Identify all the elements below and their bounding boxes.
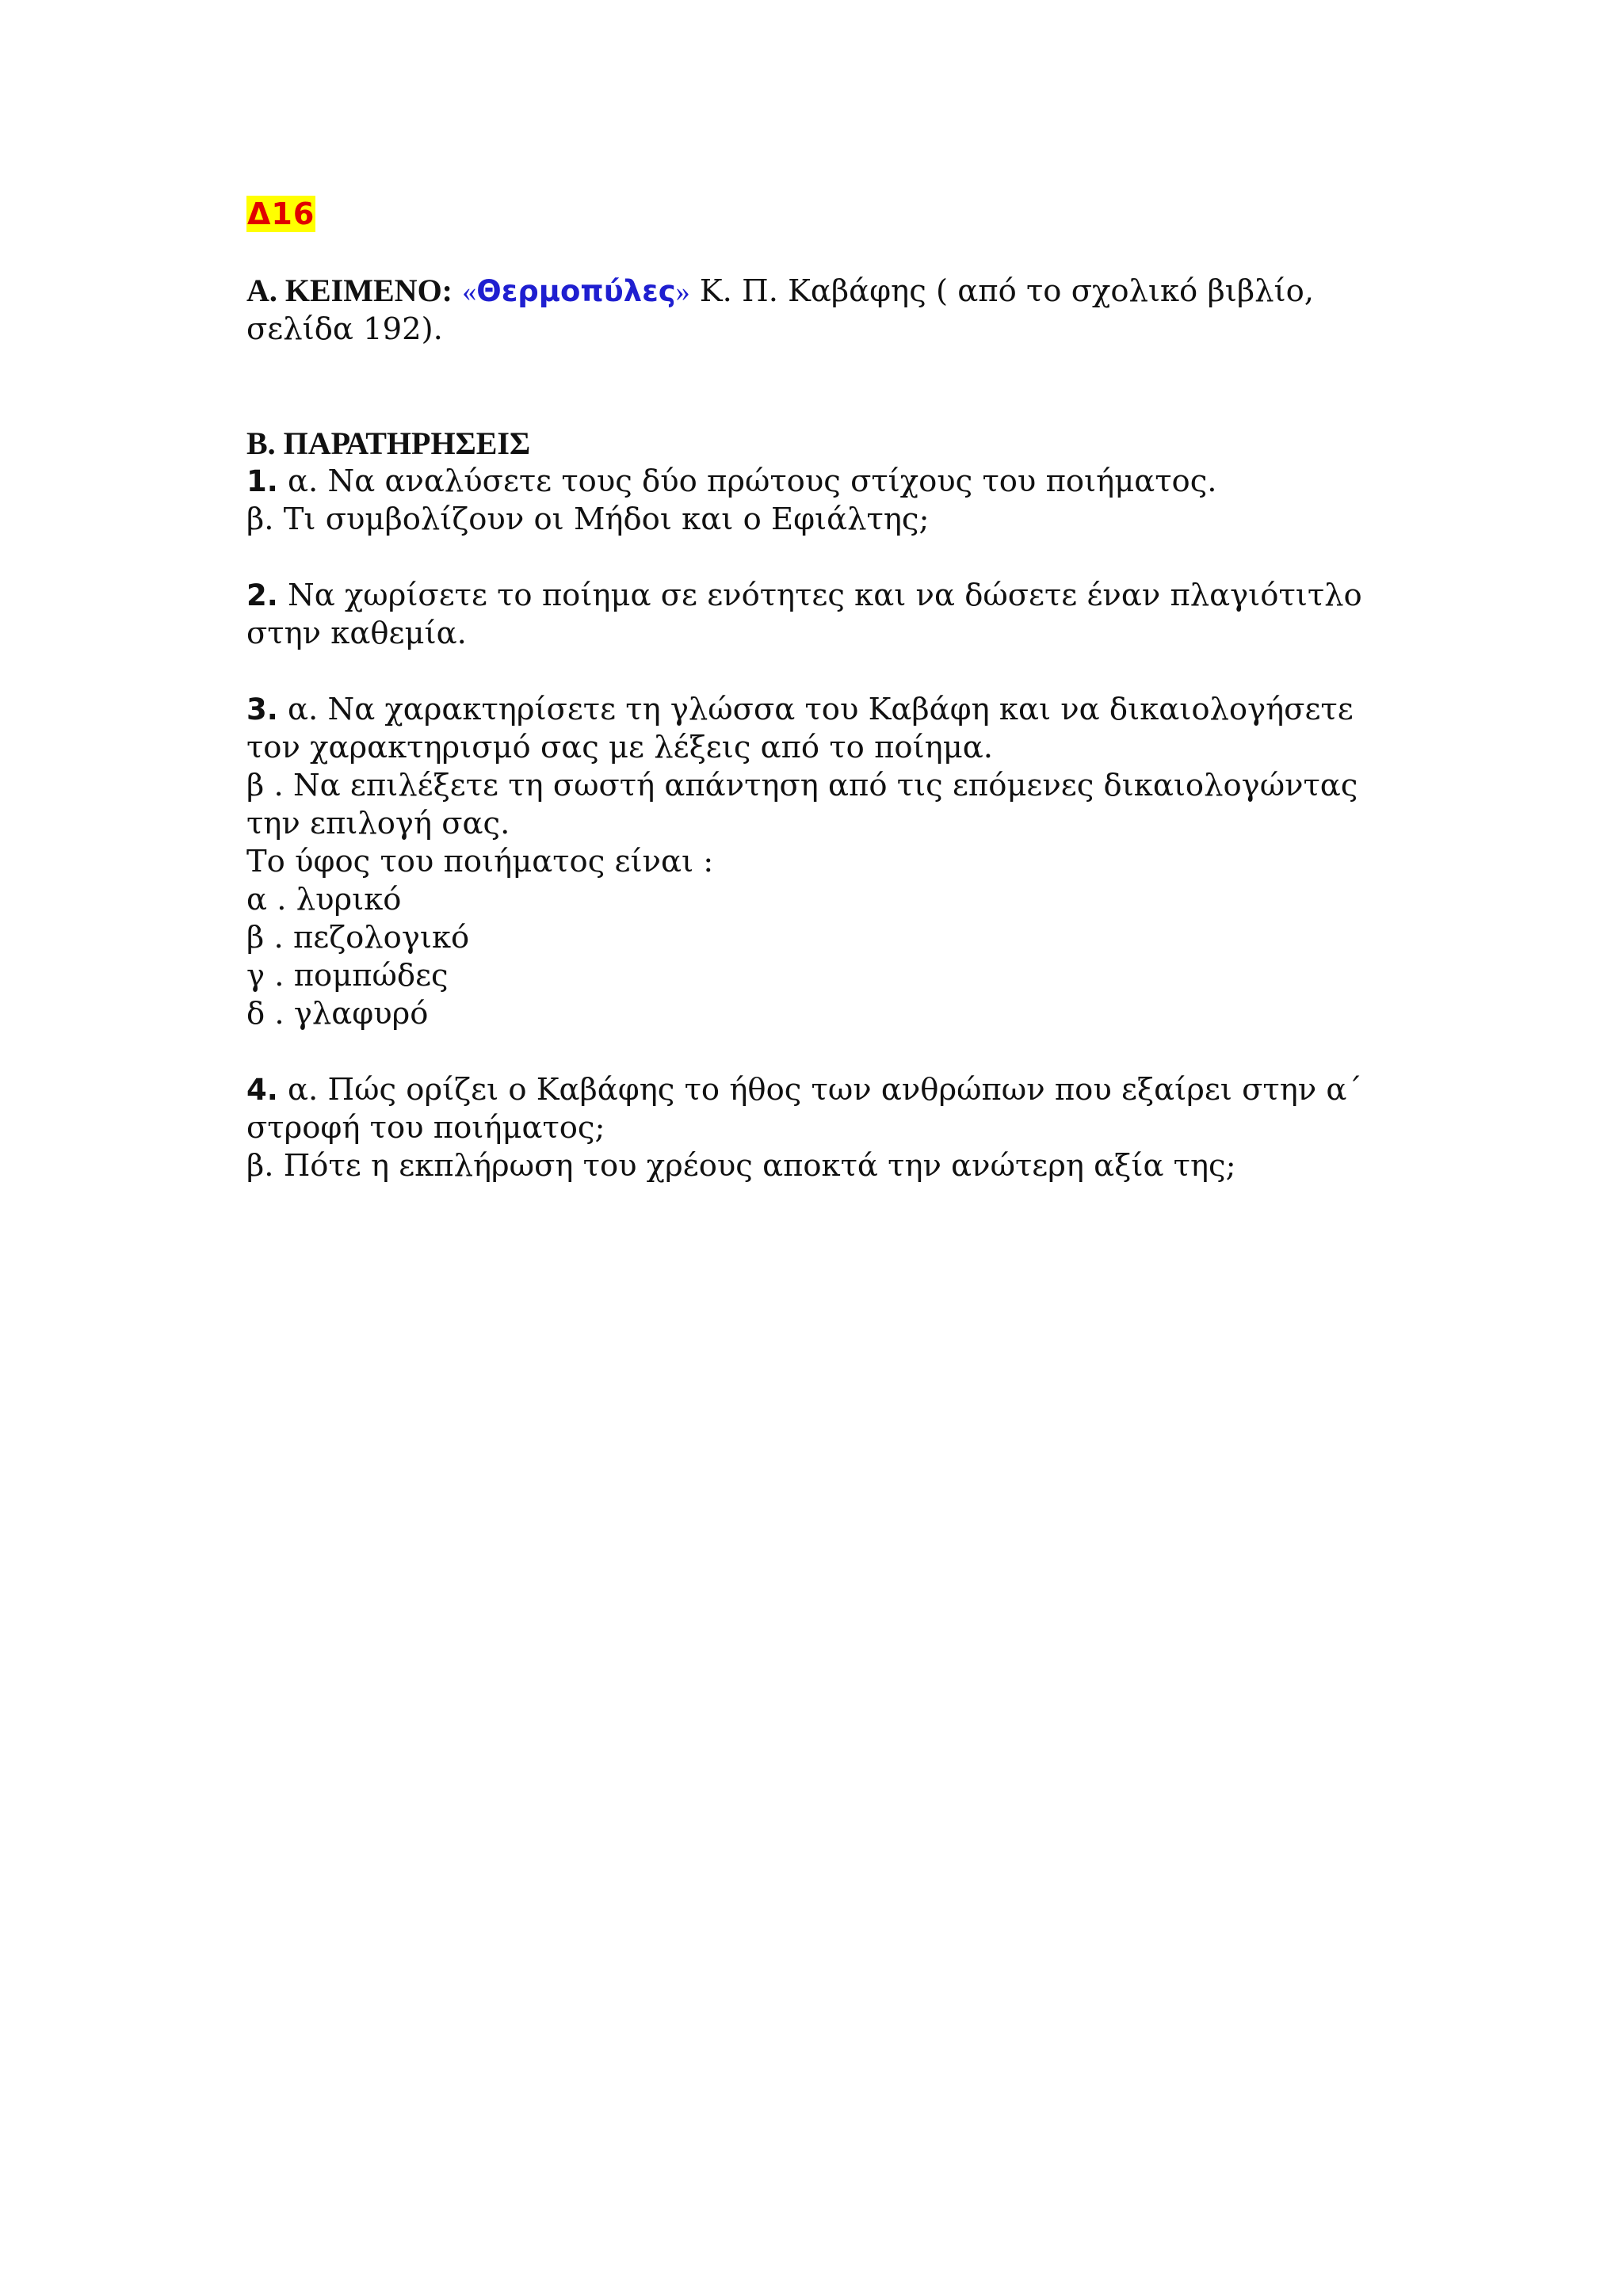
title-quote-open: « — [462, 276, 477, 307]
section-a-label: Α. ΚΕΙΜΕΝΟ: — [246, 273, 453, 308]
section-a-line-2: σελίδα 192). — [246, 311, 443, 347]
q3-line-1 — [246, 691, 1396, 729]
q4-text-1: α. Πώς ορίζει ο Καβάφης το ήθος των ανθρώπων που εξαίρει στην α΄ — [277, 1072, 1362, 1108]
spacer — [246, 234, 1396, 272]
spacer — [246, 349, 1396, 425]
q2-line-2: στην καθεμία. — [246, 616, 467, 651]
q1-line-2: β. Τι συμβολίζουν οι Μήδοι και ο Εφιάλτης; — [246, 502, 930, 537]
q4-line-2: στροφή του ποιήματος; — [246, 1110, 605, 1146]
document-page — [246, 196, 1396, 1185]
badge-line — [246, 196, 1396, 234]
q4-line-3: β. Πότε η εκπλήρωση του χρέους αποκτά την ανώτερη αξία της; — [246, 1148, 1236, 1184]
q2-line-1 — [246, 577, 1396, 615]
q3-line-3: β . Να επιλέξετε τη σωστή απάντηση από τις επόμενες δικαιολογώντας — [246, 768, 1358, 803]
q1-text-1: α. Να αναλύσετε τους δύο πρώτους στίχους του ποιήματος. — [277, 463, 1217, 499]
q3-text-1: α. Να χαρακτηρίσετε τη γλώσσα του Καβάφη και να δικαιολογήσετε — [277, 692, 1354, 727]
spacer — [246, 653, 1396, 691]
q1-line-1 — [246, 463, 1396, 501]
poem-title: Θερμοπύλες — [476, 274, 676, 308]
spacer — [246, 1033, 1396, 1071]
q3-option-d: δ . γλαφυρό — [246, 996, 429, 1032]
q2-text-1: Να χωρίσετε το ποίημα σε ενότητες και να δώσετε έναν πλαγιότιτλο — [277, 578, 1362, 613]
q4-number: 4. — [246, 1073, 278, 1107]
q3-option-b: β . πεζολογικό — [246, 920, 470, 955]
q4-line-1 — [246, 1071, 1396, 1109]
q3-line-5: Το ύφος του ποιήματος είναι : — [246, 844, 714, 879]
spacer — [246, 539, 1396, 577]
q3-number: 3. — [246, 692, 278, 727]
q1-number: 1. — [246, 464, 278, 498]
section-a-line-1 — [246, 272, 1396, 311]
q3-line-4: την επιλογή σας. — [246, 806, 510, 841]
section-badge: Δ16 — [247, 196, 315, 231]
q2-number: 2. — [246, 578, 278, 612]
section-b-heading: Β. ΠΑΡΑΤΗΡΗΣΕΙΣ — [246, 425, 531, 461]
q3-option-a: α . λυρικό — [246, 882, 402, 917]
title-quote-close: » — [675, 276, 690, 307]
q3-option-c: γ . πομπώδες — [246, 958, 449, 994]
q3-line-2: τον χαρακτηρισμό σας με λέξεις από το ποίημα. — [246, 730, 993, 765]
section-a-rest: Κ. Π. Καβάφης ( από το σχολικό βιβλίο, — [689, 273, 1314, 309]
